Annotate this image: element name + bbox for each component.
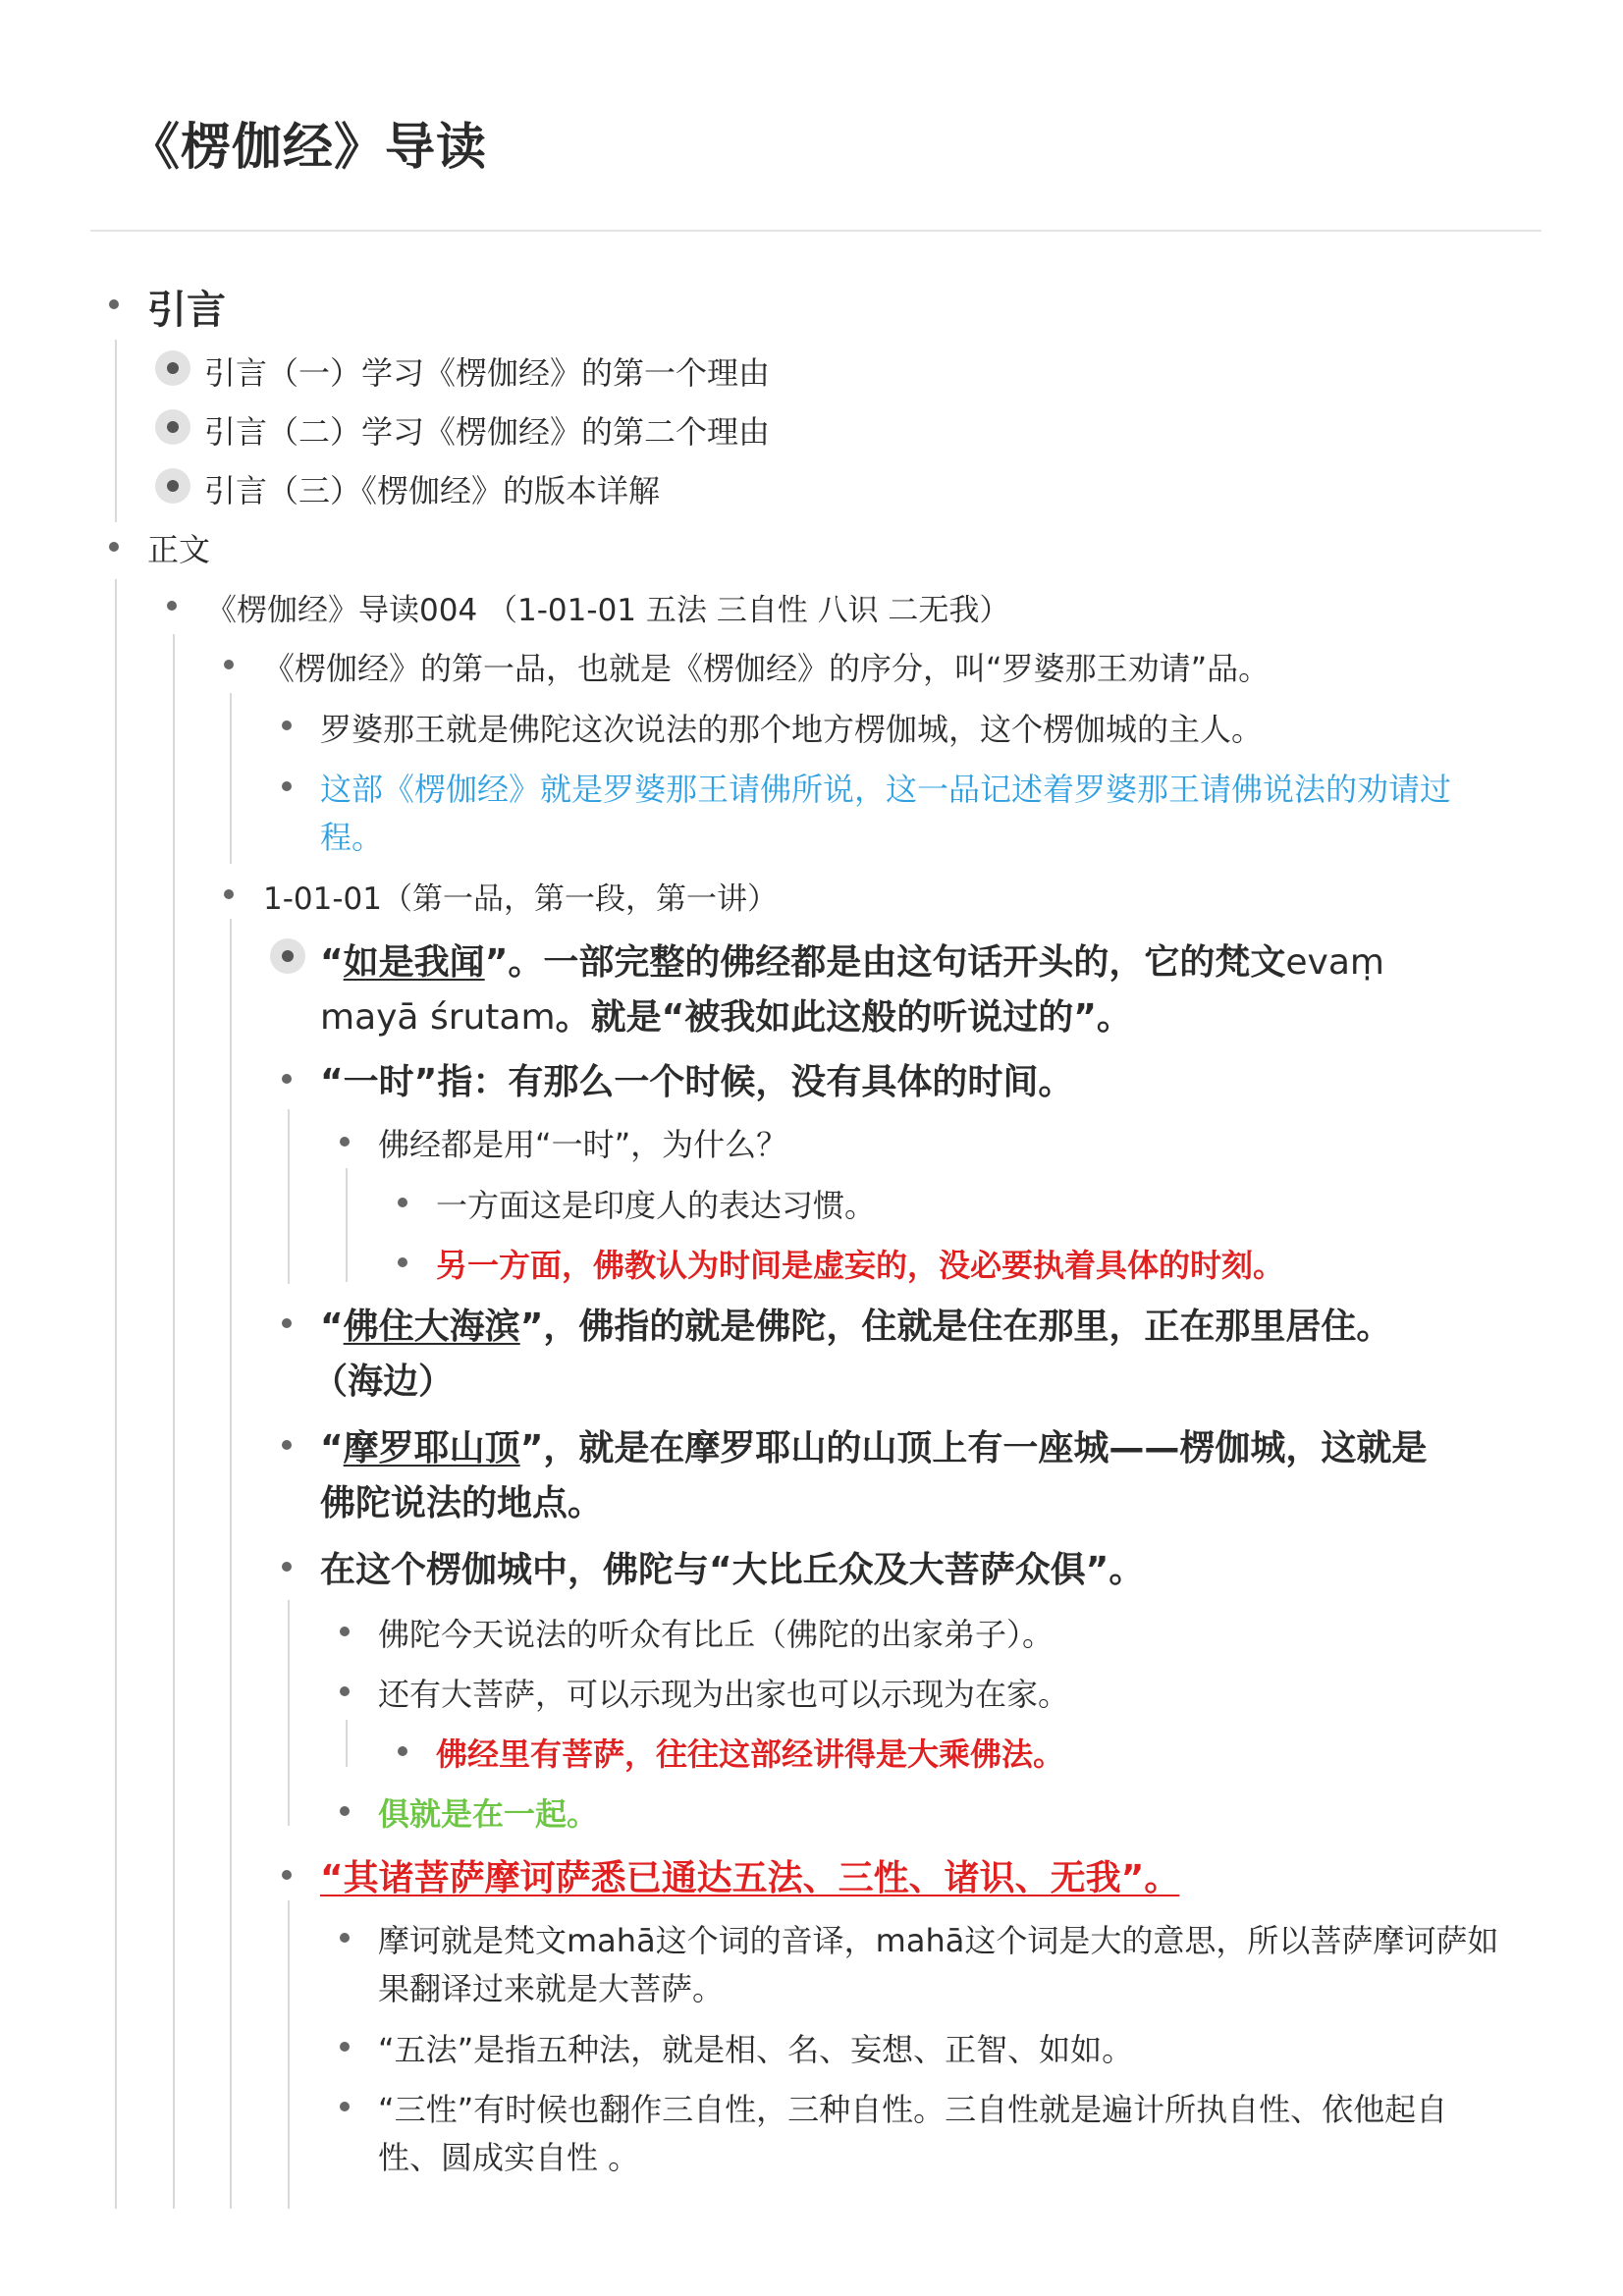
segment-title: 1-01-01（第一品，第一段，第一讲） — [263, 881, 778, 917]
fozhu-line-2: （海边） — [312, 1362, 455, 1402]
bullet-dot — [340, 1627, 350, 1636]
bullet-dot — [282, 1318, 292, 1328]
guide-line-yishi-why — [346, 1168, 348, 1282]
moluo-line-2: 佛陀说法的地点。 — [320, 1483, 604, 1523]
section-intro-label: 引言 — [147, 288, 226, 333]
bullet-dot — [167, 601, 177, 611]
bullet-dot — [109, 542, 119, 552]
moluo-line-1 — [320, 1420, 1427, 1470]
rushi-line-2-rest: 。就是“被我如此这般的听说过的”。 — [555, 997, 1132, 1038]
bullet-dot — [282, 1562, 292, 1572]
list-item-text: 摩诃就是梵文mahā这个词的音译，mahā这个词是大的意思，所以菩萨摩诃萨如 — [378, 1922, 1499, 1959]
rushi-roman: evaṃ — [1285, 942, 1384, 983]
list-item-text: 一方面这是印度人的表达习惯。 — [436, 1187, 877, 1224]
quote-mark: “ — [320, 1428, 344, 1468]
list-item-text: 这部《楞伽经》就是罗婆那王请佛所说，这一品记述着罗婆那王请佛说法的劝请过 — [320, 771, 1452, 808]
bullet-dot — [224, 660, 234, 669]
guide-line-main — [115, 579, 117, 2209]
bullet-dot — [282, 1440, 292, 1450]
bullet-dot — [340, 2042, 350, 2052]
bullet-dot — [224, 889, 234, 899]
lecture-title: 《楞伽经》导读004 （1-01-01 五法 三自性 八识 二无我） — [206, 593, 1010, 628]
bullet-dot — [282, 1074, 292, 1084]
bullet-dot — [109, 299, 119, 309]
guide-line-intro — [115, 340, 117, 522]
guide-line-qizhu — [288, 1900, 290, 2209]
rushi-line-2 — [320, 989, 1132, 1040]
guide-line-yishi — [288, 1109, 290, 1284]
guide-line-lengqie — [288, 1600, 290, 1826]
list-item-text: “三性”有时候也翻作三自性，三种自性。三自性就是遍计所执自性、依他起自 — [378, 2091, 1448, 2128]
bullet-dot — [340, 1686, 350, 1696]
guide-line-lecture — [173, 634, 175, 2209]
collapsed-bullet-icon[interactable] — [155, 468, 190, 504]
bullet-dot — [340, 1806, 350, 1816]
fozhu-line-1 — [320, 1299, 1391, 1349]
intro-item-text[interactable]: 引言（一）学习《楞伽经》的第一个理由 — [204, 354, 771, 392]
intro-item-text[interactable]: 引言（三）《楞伽经》的版本详解 — [204, 472, 661, 509]
collapsed-bullet-icon[interactable] — [155, 409, 190, 445]
list-item-text-cont: 性、圆成实自性 。 — [378, 2139, 640, 2176]
bullet-dot — [340, 1137, 350, 1147]
title-divider — [90, 230, 1542, 232]
guide-line-segment — [230, 919, 232, 2209]
list-item-text: 佛经里有菩萨，往往这部经讲得是大乘佛法。 — [436, 1735, 1065, 1773]
rushi-term: 如是我闻 — [343, 942, 485, 983]
list-item-text: 另一方面，佛教认为时间是虚妄的，没必要执着具体的时刻。 — [436, 1247, 1285, 1284]
list-item-text: 还有大菩萨，可以示现为出家也可以示现为在家。 — [378, 1676, 1070, 1713]
yishi-text: “一时”指：有那么一个时候，没有具体的时间。 — [320, 1062, 1074, 1102]
intro-item-text[interactable]: 引言（二）学习《楞伽经》的第二个理由 — [204, 413, 771, 451]
rushi-rest: ”。一部完整的佛经都是由这句话开头的，它的梵文 — [484, 942, 1286, 983]
list-item-text: 佛陀今天说法的听众有比丘（佛陀的出家弟子）。 — [378, 1616, 1055, 1653]
moluo-term: 摩罗耶山顶 — [343, 1428, 520, 1468]
section-main-label: 正文 — [147, 531, 211, 568]
rushi-roman-2: mayā śrutam — [320, 997, 556, 1038]
list-item-text: 佛经都是用“一时”，为什么？ — [378, 1126, 788, 1163]
guide-line-pin — [230, 693, 232, 864]
fozhu-term: 佛住大海滨 — [343, 1307, 520, 1347]
list-item-text-cont: 果翻译过来就是大菩萨。 — [378, 1970, 725, 2007]
collapsed-bullet-icon[interactable] — [270, 938, 305, 974]
guide-line-lengqie-c2 — [346, 1720, 348, 1767]
qizhu-text: “其诸菩萨摩诃萨悉已通达五法、三性、诸识、无我”。 — [320, 1858, 1180, 1898]
lengqie-text: 在这个楞伽城中，佛陀与“大比丘众及大菩萨众俱”。 — [320, 1550, 1145, 1590]
moluo-rest: ”，就是在摩罗耶山的山顶上有一座城——楞伽城，这就是 — [519, 1428, 1428, 1468]
list-item-text: 俱就是在一起。 — [378, 1795, 599, 1833]
bullet-dot — [282, 781, 292, 791]
chapter-text: 《楞伽经》的第一品，也就是《楞伽经》的序分，叫“罗婆那王劝请”品。 — [263, 650, 1271, 687]
fozhu-rest: ”，佛指的就是佛陀，住就是住在那里，正在那里居住。 — [519, 1307, 1392, 1347]
bullet-dot — [282, 1870, 292, 1880]
bullet-dot — [340, 2102, 350, 2111]
quote-mark: “ — [320, 942, 344, 983]
bullet-dot — [340, 1933, 350, 1943]
quote-mark: “ — [320, 1307, 344, 1347]
collapsed-bullet-icon[interactable] — [155, 350, 190, 386]
list-item-text: “五法”是指五种法，就是相、名、妄想、正智、如如。 — [378, 2031, 1134, 2068]
bullet-dot — [398, 1746, 407, 1756]
bullet-dot — [398, 1257, 407, 1267]
list-item-text: 罗婆那王就是佛陀这次说法的那个地方楞伽城，这个楞伽城的主人。 — [320, 711, 1264, 748]
page-title: 《楞伽经》导读 — [130, 119, 488, 177]
bullet-dot — [282, 721, 292, 730]
list-item-text-cont: 程。 — [320, 819, 384, 856]
rushi-line-1 — [320, 934, 1384, 985]
bullet-dot — [398, 1198, 407, 1207]
